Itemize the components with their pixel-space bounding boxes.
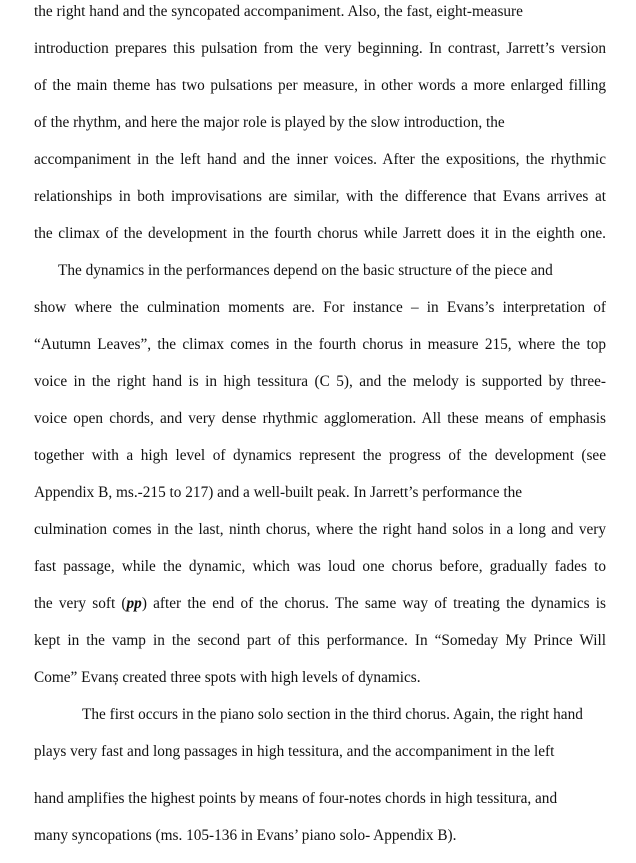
text-line: show where the culmination moments are. For instance – in Evans’s interpretation of [34,299,606,316]
text-line: relationships in both improvisations are similar, with the difference that Evans arrives at [34,188,606,205]
text-line: voice open chords, and very dense rhythmic agglomeration. All these means of emphasis [34,410,606,427]
text-line: voice in the right hand is in high tessitura (C 5), and the melody is supported by three- [34,373,606,390]
text-segment: ) after the end of the chorus. The same way of treating the dynamics is [141,595,606,612]
dynamic-marking: pp [126,595,142,612]
text-line: plays very fast and long passages in high tessitura, and the accompaniment in the left [34,743,555,760]
text-line: introduction prepares this pulsation from the very beginning. In contrast, Jarrett’s version [34,40,606,57]
text-line: kept in the vamp in the second part of this performance. In “Someday My Prince Will [34,632,606,649]
text-line: fast passage, while the dynamic, which was loud one chorus before, gradually fades to [34,558,606,575]
text-line: “Autumn Leaves”, the climax comes in the fourth chorus in measure 215, where the top [34,336,606,353]
text-line: The dynamics in the performances depend on the basic structure of the piece and [58,262,553,279]
text-line: Appendix B, ms.-215 to 217) and a well-built peak. In Jarrett’s performance the [34,484,523,501]
text-line: the climax of the development in the fourth chorus while Jarrett does it in the eighth one. [34,225,606,242]
text-line: many syncopations (ms. 105-136 in Evans’ piano solo- Appendix B). [34,827,457,844]
text-line: The first occurs in the piano solo section in the third chorus. Again, the right hand [82,706,583,723]
text-line: hand amplifies the highest points by means of four-notes chords in high tessitura, and [34,790,558,807]
text-line [34,595,606,613]
text-line: together with a high level of dynamics represent the progress of the development (see [34,447,606,464]
text-line: accompaniment in the left hand and the inner voices. After the expositions, the rhythmic [34,151,606,168]
text-line: the right hand and the syncopated accompaniment. Also, the fast, eight-measure [34,3,523,20]
text-line: of the main theme has two pulsations per measure, in other words a more enlarged filling [34,77,606,94]
text-segment: the very soft ( [34,595,127,612]
text-line: Come” Evanș created three spots with high levels of dynamics. [34,669,421,686]
text-line: of the rhythm, and here the major role is played by the slow introduction, the [34,114,505,131]
text-line: culmination comes in the last, ninth chorus, where the right hand solos in a long and very [34,521,606,538]
